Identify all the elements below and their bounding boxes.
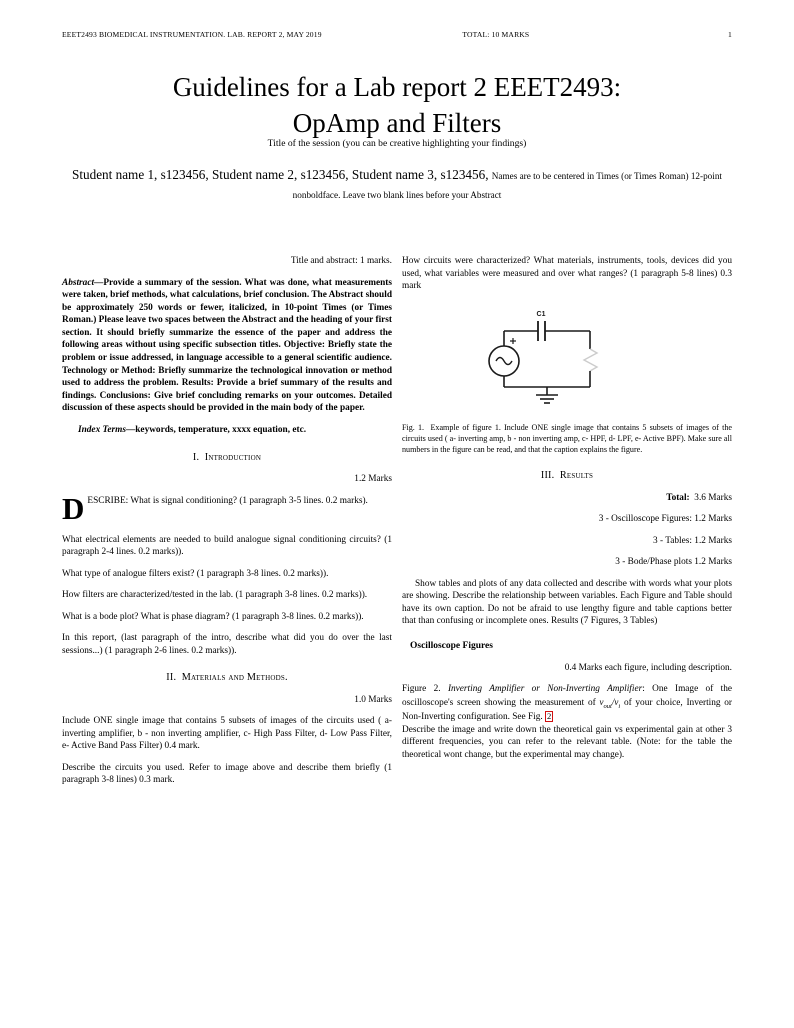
figure-2-text-a: : One Image of the oscilloscope's screen showing the measurement of [402,684,732,708]
ground-icon [536,395,558,403]
section-2-numeral: II. [166,672,177,684]
figure-2-text-b: of your choice, Inverting or Non-Inverting configuration. See Fig. [402,697,732,723]
section-heading-introduction [62,451,392,465]
results-total-label: Total: [666,492,690,503]
methods-paragraph-3: How circuits were characterized? What materials, instruments, tools, devices did you used, what variables were measured and over what ranges? (1 paragraph 5-8 lines) 0.3 mark [402,256,732,291]
index-terms-lead: Index Terms [78,425,126,436]
section-1-marks: 1.2 Marks [354,474,392,485]
section-3-numeral: III. [540,470,555,482]
abstract-block [62,277,392,416]
header-journal-line: EEET2493 BIOMEDICAL INSTRUMENTATION. LAB. REPORT 2, MAY 2019 [62,30,322,39]
introduction-paragraph-6: In this report, (last paragraph of the intro, describe what did you do over the last sessions...) (1 paragraph 2-6 lines. 0.2 marks)). [62,633,392,656]
sine-wave-icon [496,357,512,364]
methods-paragraph-1: Include ONE single image that contains 5 subsets of images of the circuits used ( a- inverting amplifier, b - non inverting amplifier, c- High Pass Filter, d- Low Pass Filter, e- Active Band Pass Filter) 0.4 mark. [62,716,392,752]
introduction-paragraph-3: What type of analogue filters exist? (1 paragraph 3-8 lines. 0.2 marks)). [62,568,329,579]
right-column [402,255,732,770]
section-heading-results [402,469,732,483]
introduction-paragraph-2: What electrical elements are needed to build analogue signal conditioning circuits? (1 paragraph 2-4 lines. 0.2 marks)). [62,534,392,558]
title-line-1: Guidelines for a Lab report 2 EEET2493: [172,72,622,102]
author-note: Names are to be centered in Times (or Times Roman) 12-point nonboldface. Leave two blank lines before your Abstract [292,171,722,200]
drop-cap-letter: D [62,490,85,526]
figure-1-caption-text: Example of figure 1. Include ONE single image that contains 5 subsets of images of the circuits used ( a- inverting amp, b - non inverting amp, c- HPF, d- LPF, e- Active BPF). Make sure all numbers in the figure can be read, and that the caption explains the figure. [402,423,732,454]
index-terms-block [62,424,392,437]
math-v-out-sub: out [603,702,612,710]
capacitor-label: C1 [536,310,546,318]
section-heading-materials-methods [62,671,392,685]
results-tables-marks: 3 - Tables: 1.2 Marks [653,535,732,546]
figure-reference-link[interactable]: 2 [547,711,552,722]
title-line-2: OpAmp and Filters [292,107,502,138]
figure-2-description [402,683,732,724]
polarity-plus-icon [510,338,516,344]
figure-1-caption [402,423,732,455]
author-names: Student name 1, s123456, Student name 2, s123456, Student name 3, s123456, [72,167,489,182]
results-paragraph-1: Show tables and plots of any data collected and describe with words what your plots are showing. Describe the relationship between variables. Each Figure and Table should have its own caption. Do not be afraid to use lengthy figure and table captions better that than confusing or incomplete ones. Results (7 Figures, 3 Tables) [402,578,732,627]
results-total-line [402,492,732,505]
section-1-title: Introduction [204,451,262,463]
figure-2-italic-title: Inverting Amplifier or Non-Inverting Amplifier [447,684,643,695]
abstract-body: —Provide a summary of the session. What was done, what measurements were taken, brief methods, what calculations, brief conclusion. The Abstract should be approximately 250 words or fewer, italicized, in 10-point Times (or Times Roman.) Please leave two spaces between the Abstract and the heading of your first section. It should briefly summarize the essence of the paper and address the following areas without using specific subsection titles. Objective: Briefly state the problem or issue addressed, in language accessible to a general scientific audience. Technology or Method: Briefly summarize the technological innovation or method used to address the problem. Results: Provide a brief summary of the results and findings. Conclusions: Give brief concluding remarks on your outcomes. Detailed discussion of these aspects should be provided in the main body of the paper. [62,277,392,414]
math-v-out [599,696,612,710]
header-total-marks: TOTAL: 10 MARKS [462,30,530,39]
math-v-i-base: v [614,696,619,707]
header-page-number: 1 [728,30,732,39]
introduction-paragraph-5: What is a bode plot? What is phase diagram? (1 paragraph 3-8 lines. 0.2 marks)). [62,611,364,622]
introduction-paragraph-1-text: ESCRIBE: What is signal conditioning? (1 paragraph 3-5 lines. 0.2 marks). [87,495,368,506]
author-line [66,166,728,203]
section-1-numeral: I. [192,451,200,463]
figure-1-caption-number: Fig. 1. [402,423,425,432]
introduction-paragraph-4: How filters are characterized/tested in the lab. (1 paragraph 3-8 lines. 0.2 marks)). [62,590,368,601]
index-terms-body: —keywords, temperature, xxxx equation, etc. [125,425,307,436]
figure-2-label: Figure 2. [402,684,441,695]
results-total-value: 3.6 Marks [694,492,732,503]
circuit-diagram-svg [472,309,662,409]
subheading-oscilloscope-figures: Oscilloscope Figures [410,640,493,651]
results-bode-marks: 3 - Bode/Phase plots 1.2 Marks [615,557,732,568]
math-v-out-base: v [599,696,604,707]
section-2-marks: 1.0 Marks [354,694,392,705]
title-subtitle: Title of the session (you can be creative highlighting your findings) [267,138,527,149]
section-3-title: Results [559,470,594,482]
figure-2-description-continued: Describe the image and write down the theoretical gain vs experimental gain at other 3 different frequencies, you can refer to the relevant table. (Note: for the table the theoretical wont change, but the experimental may change). [402,724,732,760]
methods-paragraph-2: Describe the circuits you used. Refer to image above and describe them briefly (1 paragraph 3-8 lines) 0.3 mark. [62,762,392,786]
results-oscilloscope-marks: 3 - Oscilloscope Figures: 1.2 Marks [598,514,732,525]
title-abstract-marks: Title and abstract: 1 marks. [290,256,392,266]
left-column [62,255,392,796]
oscilloscope-figure-marks: 0.4 Marks each figure, including description. [564,662,732,673]
math-v-i-sub: i [618,702,621,710]
page-title [90,70,704,141]
resistor-icon [584,349,597,371]
section-2-title: Materials and Methods. [181,672,288,684]
running-header [62,30,732,39]
introduction-paragraph-1 [62,490,392,526]
math-slash: / [611,696,615,707]
abstract-lead: Abstract [62,277,95,288]
figure-1 [402,309,732,414]
